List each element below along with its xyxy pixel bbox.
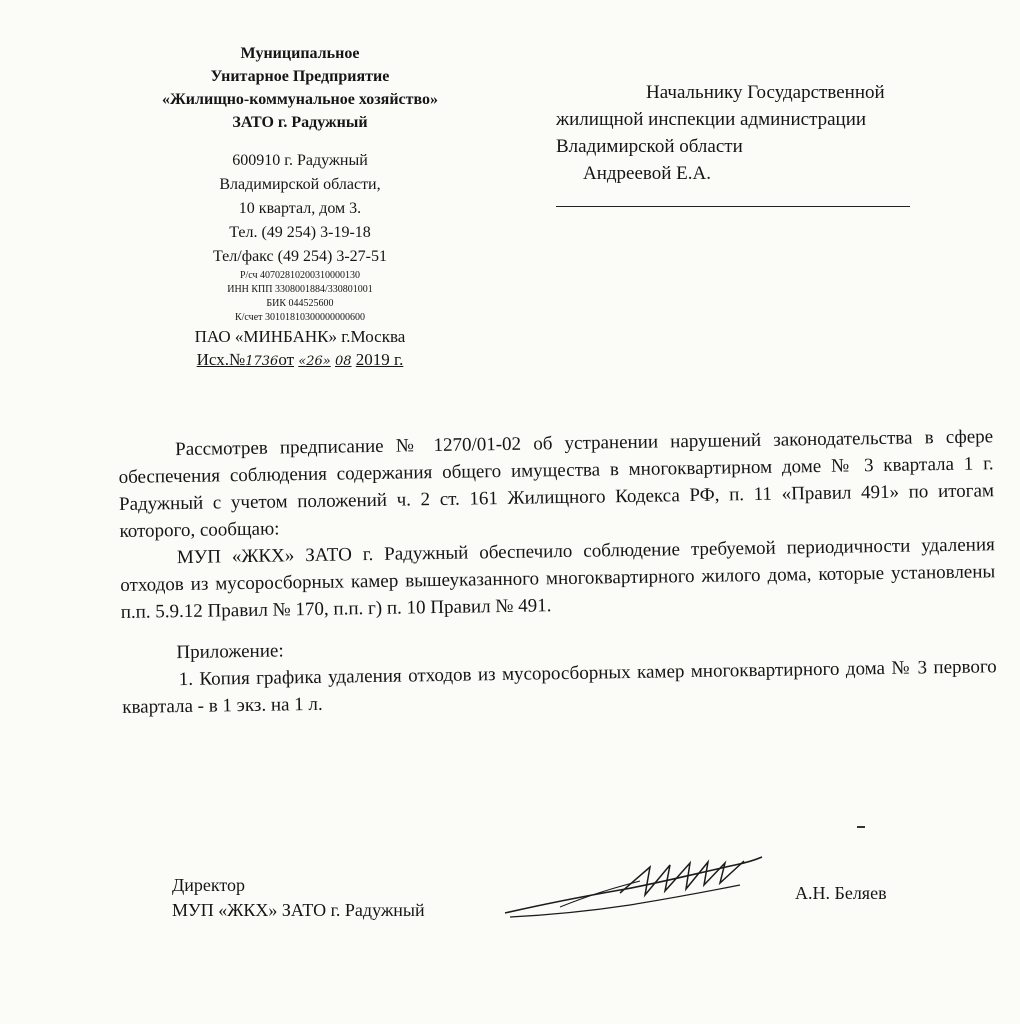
bank-line: ИНН КПП 3308001884/330801001 (227, 284, 373, 295)
bank-line: БИК 044525600 (266, 298, 334, 309)
signatory-name: А.Н. Беляев (795, 883, 887, 903)
signatory-post (172, 873, 425, 923)
outgoing-number-value: 1736 (245, 354, 279, 369)
bank-line: Р/сч 40702810200310000130 (239, 270, 361, 281)
bank-details (100, 269, 500, 325)
outgoing-from-label: от (278, 350, 295, 369)
bank-line: К/счет 30101810300000000600 (234, 312, 366, 323)
fax-line: Тел/факс (49 254) 3-27-51 (213, 248, 387, 265)
org-line: «Жилищно-коммунальное хозяйство» (161, 91, 439, 108)
address-line: Владимирской области, (219, 176, 381, 193)
outgoing-number (100, 349, 500, 373)
outgoing-month: 08 (334, 354, 352, 369)
signatory-post-line: Директор (172, 875, 246, 895)
signatory-post-line: МУП «ЖКХ» ЗАТО г. Радужный (172, 900, 425, 920)
body-paragraph: Рассмотрев предписание № 1270/01-02 об устранении нарушений законодательства в сфере обеспечения соблюдения содержания общего имущества в многоквартирном доме № 3 квартала 1 г. Радужный с учетом положений ч. 2 ст. 161 Жилищного Кодекса РФ, п. 11 «Правил 491» по итогам которого, сообщаю: (118, 426, 995, 542)
recipient-line: Андреевой Е.А. (583, 163, 712, 184)
address-line: 600910 г. Радужный (232, 152, 368, 169)
letter-body (118, 423, 997, 721)
outgoing-day: «26» (298, 354, 331, 369)
org-line: Унитарное Предприятие (210, 68, 390, 85)
sender-letterhead (100, 42, 500, 373)
bank-name: ПАО «МИНБАНК» г.Москва (194, 327, 406, 346)
outgoing-year: 2019 г. (355, 350, 404, 369)
phone-line: Тел. (49 254) 3-19-18 (229, 224, 371, 241)
recipient-line: Начальнику Государственной (646, 82, 885, 103)
attachment-title: Приложение: (176, 640, 284, 664)
recipient-line: Владимирской области (556, 136, 743, 157)
recipient-line: жилищной инспекции администрации (556, 109, 867, 130)
org-line: ЗАТО г. Радужный (232, 114, 368, 131)
sender-address (100, 149, 500, 269)
outgoing-prefix: Исх.№ (196, 350, 246, 369)
org-line: Муниципальное (240, 45, 360, 62)
handwritten-signature (500, 845, 770, 925)
address-line: 10 квартал, дом 3. (238, 200, 362, 217)
stray-mark (857, 826, 865, 828)
attachment-item: 1. Копия графика удаления отходов из мусоросборных камер многоквартирного дома № 3 первого квартала - в 1 экз. на 1 л. (122, 656, 997, 718)
recipient-block (556, 79, 885, 187)
organization-name (100, 42, 500, 134)
recipient-underline (556, 206, 910, 207)
body-paragraph: МУП «ЖКХ» ЗАТО г. Радужный обеспечило соблюдение требуемой периодичности удаления отходов из мусоросборных камер вышеуказанного многоквартирного жилого дома, которые установлены п.п. 5.9.12 Правил № 170, п.п. г) п. 10 Правил № 491. (120, 534, 996, 623)
